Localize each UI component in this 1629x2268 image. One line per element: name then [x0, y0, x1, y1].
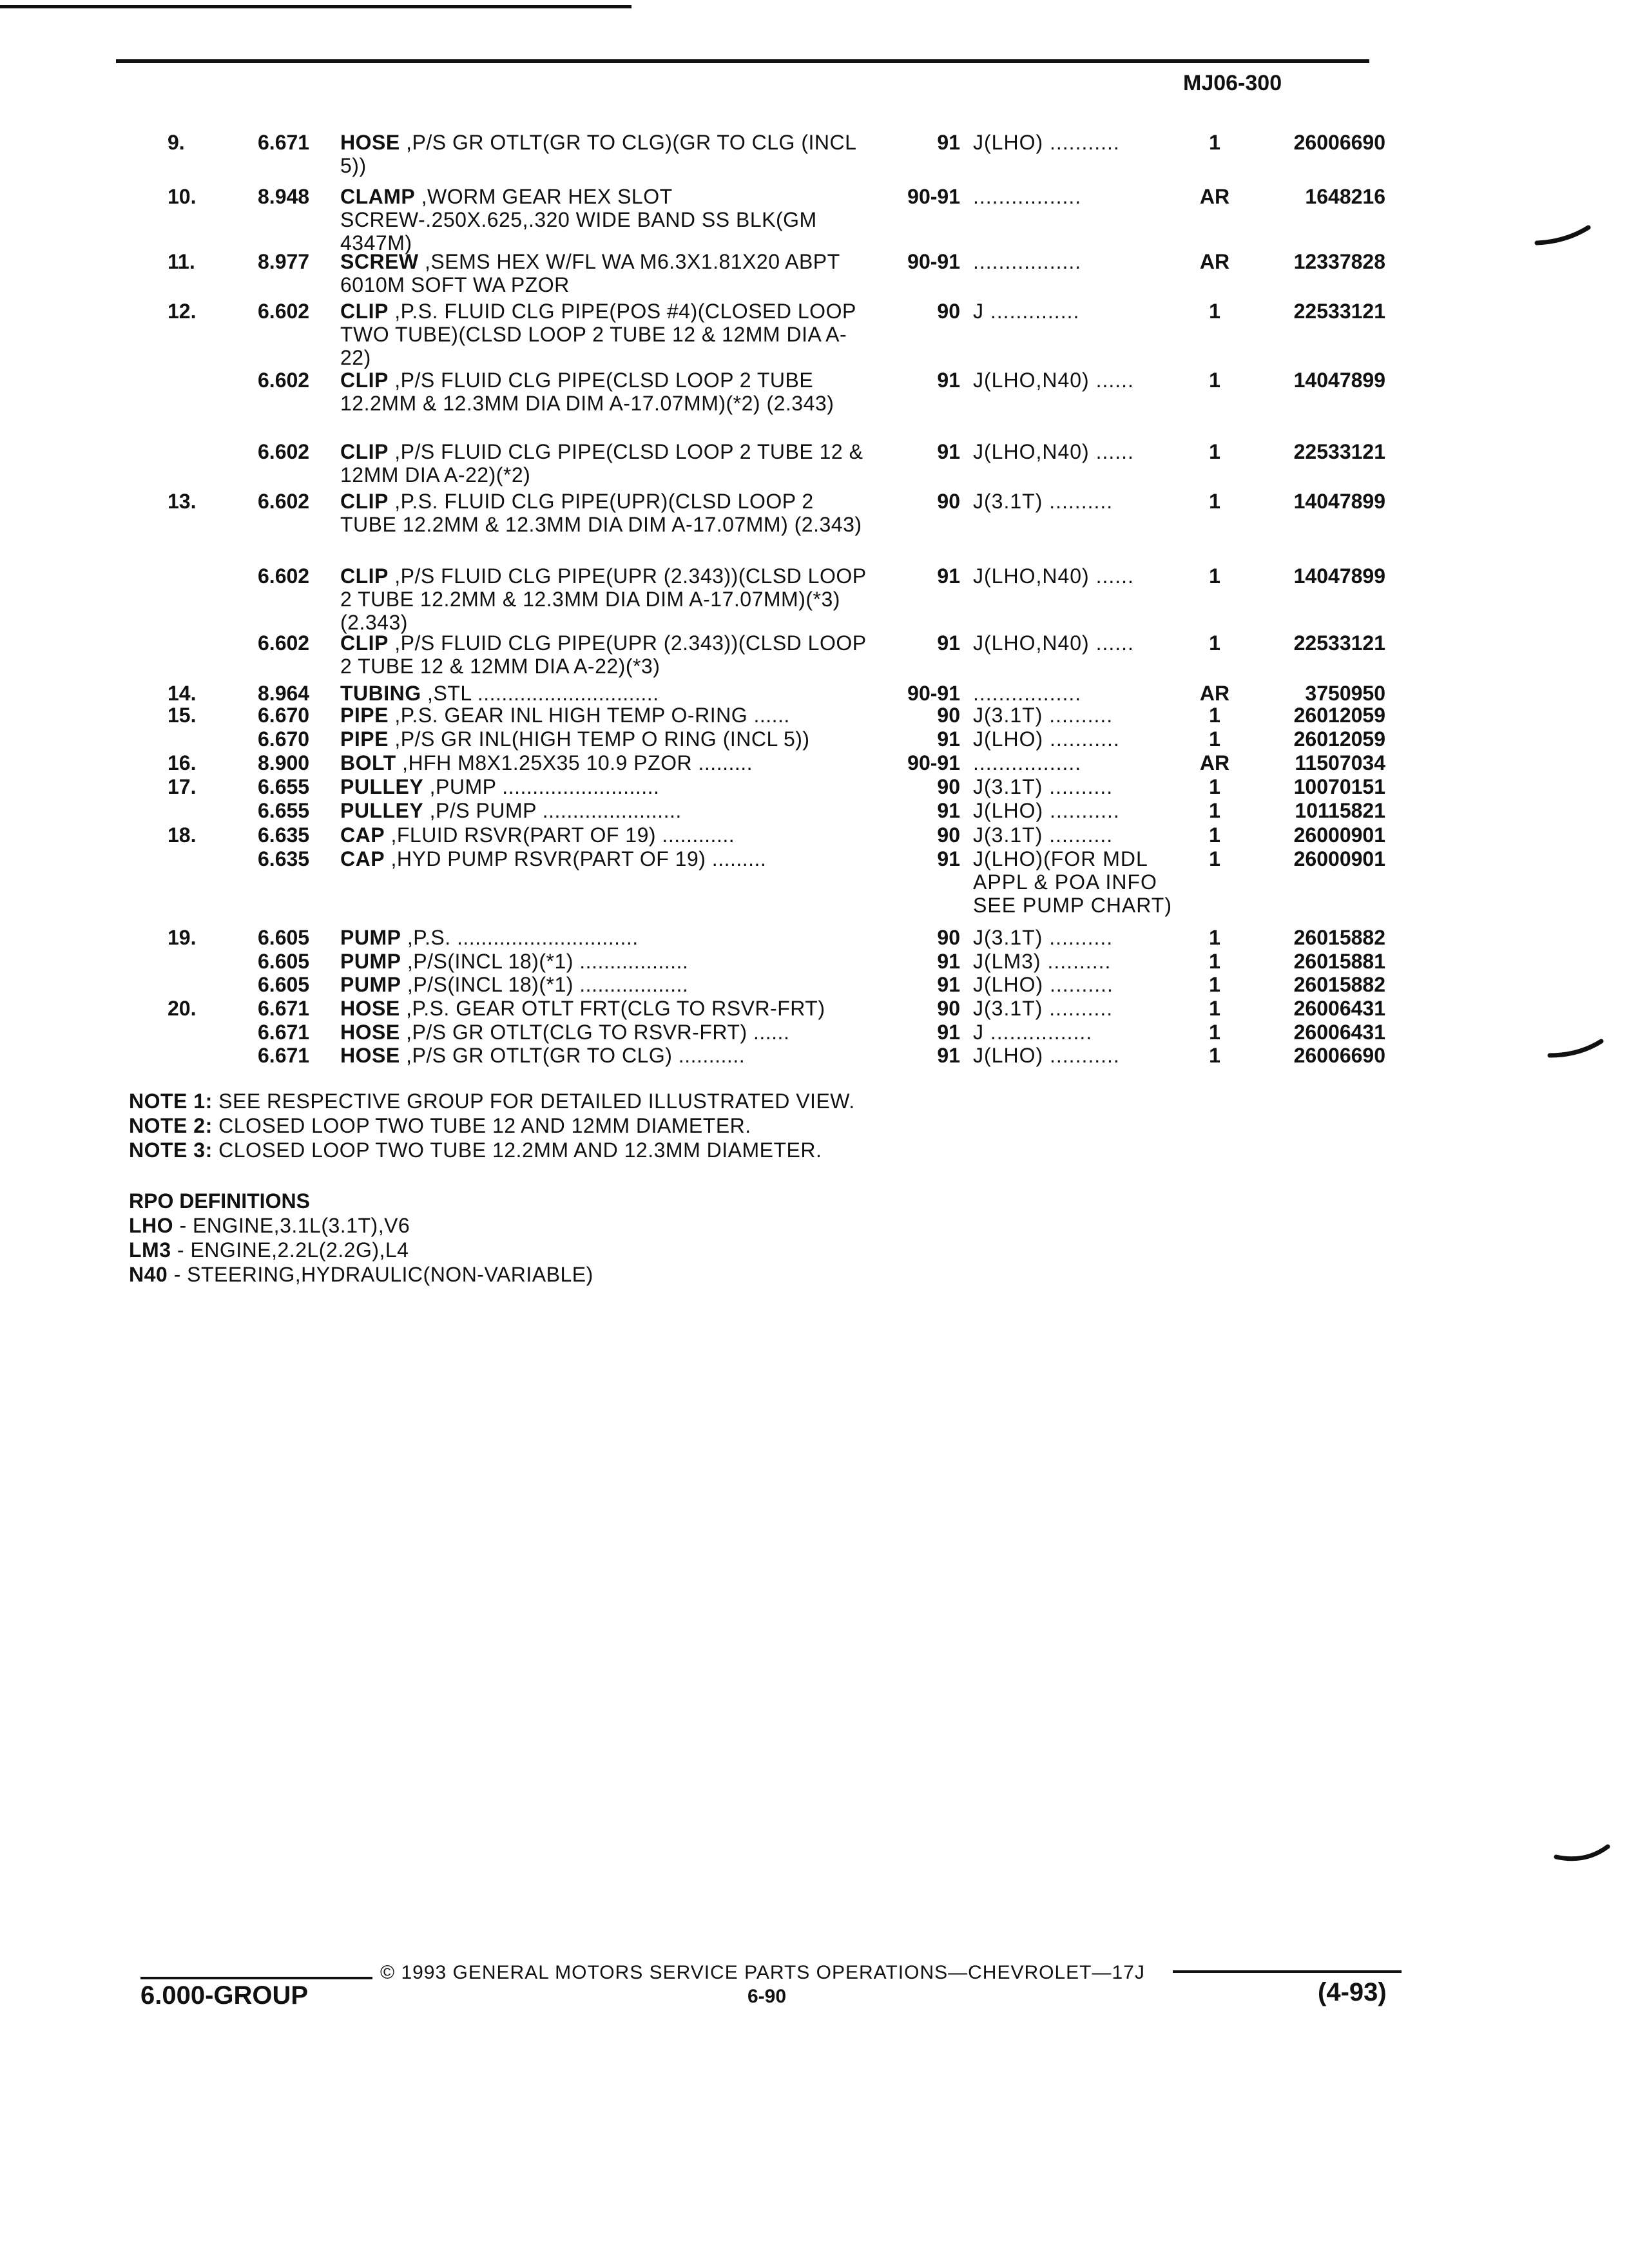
model-year: 91	[937, 631, 960, 655]
part-description	[340, 1021, 869, 1044]
header-rule	[116, 59, 1369, 63]
part-description-text: ,P/S GR OTLT(CLG TO RSVR-FRT) ......	[406, 1021, 790, 1044]
application: J(LHO,N40) ......	[973, 440, 1134, 463]
part-description	[340, 131, 869, 177]
quantity: 1	[1209, 799, 1220, 822]
part-description-text: ,P/S(INCL 18)(*1) ..................	[407, 950, 689, 973]
quantity: 1	[1209, 997, 1220, 1020]
group-number: 6.671	[258, 1044, 310, 1067]
model-year: 91	[937, 131, 960, 154]
quantity: 1	[1209, 440, 1220, 463]
part-name: PUMP	[340, 950, 401, 973]
top-edge-rule	[0, 5, 631, 8]
group-number: 6.602	[258, 564, 310, 588]
part-description-text: ,STL ..............................	[427, 682, 659, 705]
application: J ..............	[973, 300, 1080, 323]
application: .................	[973, 682, 1082, 705]
part-description-text: ,P/S PUMP .......................	[429, 799, 682, 822]
part-name: CAP	[340, 847, 385, 870]
part-name: CAP	[340, 823, 385, 847]
quantity: 1	[1209, 950, 1220, 973]
part-name: PIPE	[340, 704, 389, 727]
item-number: 16.	[168, 751, 197, 774]
rpo-row	[129, 1238, 593, 1262]
part-number: 14047899	[1293, 369, 1385, 392]
part-number: 14047899	[1293, 490, 1385, 513]
part-description	[340, 775, 869, 798]
part-name: CLIP	[340, 369, 389, 392]
part-description	[340, 300, 869, 369]
part-description-text: ,P/S GR INL(HIGH TEMP O RING (INCL 5))	[394, 727, 810, 751]
part-description-text: ,FLUID RSVR(PART OF 19) ............	[390, 823, 735, 847]
model-year: 91	[937, 1044, 960, 1067]
part-description	[340, 250, 869, 296]
footer-rule-right	[1173, 1970, 1402, 1973]
part-description	[340, 926, 869, 949]
item-number: 9.	[168, 131, 185, 154]
part-name: CLIP	[340, 631, 389, 655]
note-label: NOTE 3:	[129, 1139, 213, 1162]
note-text: CLOSED LOOP TWO TUBE 12.2MM AND 12.3MM DIAMETER.	[218, 1139, 822, 1162]
group-number: 6.605	[258, 926, 310, 949]
quantity: AR	[1199, 185, 1230, 208]
rpo-row	[129, 1213, 593, 1238]
part-description	[340, 823, 869, 847]
part-number: 26006431	[1293, 1021, 1385, 1044]
model-year: 90	[937, 926, 960, 949]
application: J(3.1T) ..........	[973, 997, 1113, 1020]
item-number: 18.	[168, 823, 197, 847]
model-year: 90	[937, 704, 960, 727]
group-number: 6.670	[258, 704, 310, 727]
footer-rule-left	[140, 1977, 372, 1979]
part-name: CLIP	[340, 300, 389, 323]
group-number: 6.671	[258, 1021, 310, 1044]
part-description	[340, 631, 869, 678]
part-name: HOSE	[340, 1044, 400, 1067]
part-description-text: ,P/S FLUID CLG PIPE(CLSD LOOP 2 TUBE 12.2MM & 12.3MM DIA DIM A-17.07MM)(*2) (2.343)	[340, 369, 834, 415]
item-number: 13.	[168, 490, 197, 513]
part-name: SCREW	[340, 250, 419, 273]
part-name: PULLEY	[340, 799, 424, 822]
part-description-text: ,P.S. FLUID CLG PIPE(POS #4)(CLOSED LOOP TWO TUBE)(CLSD LOOP 2 TUBE 12 & 12MM DIA A-22)	[340, 300, 856, 369]
part-description	[340, 997, 869, 1020]
application: .................	[973, 185, 1082, 208]
group-number: 6.655	[258, 775, 310, 798]
model-year: 91	[937, 564, 960, 588]
footer-group-label: 6.000-GROUP	[140, 1981, 309, 2010]
group-number: 8.977	[258, 250, 310, 273]
application: J ................	[973, 1021, 1093, 1044]
part-number: 10115821	[1295, 799, 1385, 822]
part-description-text: ,P/S FLUID CLG PIPE(CLSD LOOP 2 TUBE 12 & 12MM DIA A-22)(*2)	[340, 440, 863, 486]
part-name: PIPE	[340, 727, 389, 751]
binder-mark-icon	[1547, 1036, 1605, 1062]
part-number: 26000901	[1293, 823, 1385, 847]
group-number: 6.602	[258, 490, 310, 513]
part-number: 1648216	[1305, 185, 1385, 208]
application: J(3.1T) ..........	[973, 926, 1113, 949]
part-description-text: ,P.S. ..............................	[407, 926, 639, 949]
application: J(LM3) ..........	[973, 950, 1112, 973]
part-name: PUMP	[340, 926, 401, 949]
note-label: NOTE 2:	[129, 1114, 213, 1137]
part-number: 22533121	[1293, 440, 1385, 463]
part-number: 12337828	[1293, 250, 1385, 273]
part-description-text: ,HFH M8X1.25X35 10.9 PZOR .........	[402, 751, 753, 774]
rpo-text: - STEERING,HYDRAULIC(NON-VARIABLE)	[168, 1263, 593, 1286]
note-label: NOTE 1:	[129, 1090, 213, 1113]
page-code: MJ06-300	[1183, 71, 1282, 95]
model-year: 91	[937, 440, 960, 463]
rpo-row	[129, 1262, 593, 1287]
model-year: 90	[937, 823, 960, 847]
part-description-text: ,PUMP ..........................	[429, 775, 660, 798]
group-number: 6.655	[258, 799, 310, 822]
group-number: 6.602	[258, 300, 310, 323]
quantity: 1	[1209, 369, 1220, 392]
quantity: 1	[1209, 631, 1220, 655]
binder-mark-icon	[1534, 222, 1592, 248]
quantity: AR	[1199, 250, 1230, 273]
part-description	[340, 369, 869, 415]
part-number: 26006690	[1293, 131, 1385, 154]
part-number: 22533121	[1293, 631, 1385, 655]
part-description	[340, 564, 869, 634]
model-year: 90-91	[907, 682, 960, 705]
quantity: AR	[1199, 751, 1230, 774]
application: J(3.1T) ..........	[973, 775, 1113, 798]
group-number: 8.948	[258, 185, 310, 208]
part-name: PUMP	[340, 973, 401, 996]
part-description-text: ,P.S. GEAR INL HIGH TEMP O-RING ......	[394, 704, 790, 727]
part-description-text: ,P/S FLUID CLG PIPE(UPR (2.343))(CLSD LOOP 2 TUBE 12 & 12MM DIA A-22)(*3)	[340, 631, 866, 678]
model-year: 91	[937, 1021, 960, 1044]
application: J(LHO,N40) ......	[973, 631, 1134, 655]
part-name: PULLEY	[340, 775, 424, 798]
quantity: 1	[1209, 973, 1220, 996]
item-number: 11.	[168, 250, 195, 273]
footer-copyright: © 1993 GENERAL MOTORS SERVICE PARTS OPERATIONS—CHEVROLET—17J	[380, 1962, 1145, 1983]
application: J(LHO,N40) ......	[973, 369, 1134, 392]
quantity: 1	[1209, 564, 1220, 588]
part-number: 26006690	[1293, 1044, 1385, 1067]
quantity: 1	[1209, 131, 1220, 154]
note-row	[129, 1138, 855, 1162]
part-name: BOLT	[340, 751, 396, 774]
group-number: 6.670	[258, 727, 310, 751]
group-number: 6.635	[258, 847, 310, 870]
part-description	[340, 704, 869, 727]
group-number: 6.635	[258, 823, 310, 847]
model-year: 90-91	[907, 185, 960, 208]
note-row	[129, 1089, 855, 1113]
part-description-text: ,HYD PUMP RSVR(PART OF 19) .........	[390, 847, 767, 870]
part-description-text: ,P/S GR OTLT(GR TO CLG)(GR TO CLG (INCL 5))	[340, 131, 856, 177]
item-number: 12.	[168, 300, 197, 323]
part-description	[340, 682, 869, 705]
quantity: 1	[1209, 926, 1220, 949]
group-number: 8.900	[258, 751, 310, 774]
part-name: CLIP	[340, 564, 389, 588]
application: J(LHO,N40) ......	[973, 564, 1134, 588]
part-name: TUBING	[340, 682, 421, 705]
part-number: 14047899	[1293, 564, 1385, 588]
application: J(LHO) ..........	[973, 973, 1113, 996]
part-number: 26015882	[1293, 973, 1385, 996]
part-description	[340, 950, 869, 973]
model-year: 90-91	[907, 751, 960, 774]
quantity: 1	[1209, 775, 1220, 798]
part-name: CLIP	[340, 490, 389, 513]
part-number: 26012059	[1293, 704, 1385, 727]
rpo-text: - ENGINE,3.1L(3.1T),V6	[173, 1214, 410, 1237]
model-year: 90	[937, 775, 960, 798]
group-number: 6.602	[258, 369, 310, 392]
note-text: SEE RESPECTIVE GROUP FOR DETAILED ILLUSTRATED VIEW.	[218, 1090, 855, 1113]
part-number: 10070151	[1293, 775, 1385, 798]
part-description	[340, 799, 869, 822]
quantity: 1	[1209, 823, 1220, 847]
group-number: 6.605	[258, 973, 310, 996]
item-number: 10.	[168, 185, 197, 208]
item-number: 19.	[168, 926, 197, 949]
application: J(LHO) ...........	[973, 799, 1120, 822]
application: J(LHO) ...........	[973, 131, 1120, 154]
part-description	[340, 440, 869, 486]
part-name: HOSE	[340, 997, 400, 1020]
footer-page-number: 6-90	[747, 1986, 787, 2007]
model-year: 90	[937, 300, 960, 323]
part-description	[340, 490, 869, 536]
item-number: 15.	[168, 704, 197, 727]
rpo-title: RPO DEFINITIONS	[129, 1189, 310, 1213]
group-number: 6.602	[258, 631, 310, 655]
part-number: 22533121	[1293, 300, 1385, 323]
model-year: 90-91	[907, 250, 960, 273]
part-description-text: ,P/S(INCL 18)(*1) ..................	[407, 973, 689, 996]
quantity: AR	[1199, 682, 1230, 705]
model-year: 91	[937, 847, 960, 870]
application: J(3.1T) ..........	[973, 490, 1113, 513]
application: J(LHO) ...........	[973, 1044, 1120, 1067]
application: J(3.1T) ..........	[973, 823, 1113, 847]
part-description-text: ,P/S GR OTLT(GR TO CLG) ...........	[406, 1044, 746, 1067]
part-description-text: ,SEMS HEX W/FL WA M6.3X1.81X20 ABPT 6010M SOFT WA PZOR	[340, 250, 840, 296]
item-number: 17.	[168, 775, 197, 798]
application: J(LHO) ...........	[973, 727, 1120, 751]
rpo-code: LHO	[129, 1214, 174, 1237]
part-description	[340, 727, 869, 751]
part-description-text: ,P/S FLUID CLG PIPE(UPR (2.343))(CLSD LOOP 2 TUBE 12.2MM & 12.3MM DIA DIM A-17.07MM)(*3)(2.343)	[340, 564, 866, 634]
group-number: 6.602	[258, 440, 310, 463]
quantity: 1	[1209, 847, 1220, 870]
quantity: 1	[1209, 300, 1220, 323]
item-number: 20.	[168, 997, 197, 1020]
item-number: 14.	[168, 682, 197, 705]
part-description-text: ,P.S. FLUID CLG PIPE(UPR)(CLSD LOOP 2 TUBE 12.2MM & 12.3MM DIA DIM A-17.07MM) (2.343)	[340, 490, 862, 536]
part-number: 26012059	[1293, 727, 1385, 751]
quantity: 1	[1209, 490, 1220, 513]
quantity: 1	[1209, 727, 1220, 751]
part-description	[340, 847, 869, 870]
part-name: HOSE	[340, 1021, 400, 1044]
part-description-text: ,WORM GEAR HEX SLOT SCREW-.250X.625,.320 WIDE BAND SS BLK(GM 4347M)	[340, 185, 817, 255]
binder-mark-icon	[1553, 1843, 1611, 1869]
part-number: 26015881	[1293, 950, 1385, 973]
rpo-code: LM3	[129, 1238, 171, 1262]
part-name: CLIP	[340, 440, 389, 463]
application: .................	[973, 751, 1082, 774]
model-year: 90	[937, 490, 960, 513]
part-number: 11507034	[1295, 751, 1385, 774]
part-description-text: ,P.S. GEAR OTLT FRT(CLG TO RSVR-FRT)	[406, 997, 825, 1020]
rpo-text: - ENGINE,2.2L(2.2G),L4	[171, 1238, 409, 1262]
note-row	[129, 1113, 855, 1138]
model-year: 91	[937, 727, 960, 751]
quantity: 1	[1209, 1044, 1220, 1067]
part-description	[340, 185, 869, 255]
application: J(3.1T) ..........	[973, 704, 1113, 727]
model-year: 91	[937, 950, 960, 973]
quantity: 1	[1209, 704, 1220, 727]
part-name: HOSE	[340, 131, 400, 154]
part-description	[340, 973, 869, 996]
group-number: 6.605	[258, 950, 310, 973]
part-description	[340, 1044, 869, 1067]
model-year: 91	[937, 369, 960, 392]
rpo-code: N40	[129, 1263, 168, 1286]
part-number: 26000901	[1293, 847, 1385, 870]
model-year: 90	[937, 997, 960, 1020]
quantity: 1	[1209, 1021, 1220, 1044]
application: .................	[973, 250, 1082, 273]
group-number: 8.964	[258, 682, 310, 705]
application: J(LHO)(FOR MDL APPL & POA INFO SEE PUMP CHART)	[973, 847, 1172, 917]
group-number: 6.671	[258, 997, 310, 1020]
notes-section	[129, 1089, 855, 1162]
part-number: 3750950	[1305, 682, 1385, 705]
note-text: CLOSED LOOP TWO TUBE 12 AND 12MM DIAMETER.	[218, 1114, 751, 1137]
footer-date: (4-93)	[1318, 1978, 1387, 2006]
model-year: 91	[937, 973, 960, 996]
model-year: 91	[937, 799, 960, 822]
rpo-definitions	[129, 1189, 593, 1287]
part-name: CLAMP	[340, 185, 416, 208]
part-number: 26015882	[1293, 926, 1385, 949]
group-number: 6.671	[258, 131, 310, 154]
part-description	[340, 751, 869, 774]
part-number: 26006431	[1293, 997, 1385, 1020]
